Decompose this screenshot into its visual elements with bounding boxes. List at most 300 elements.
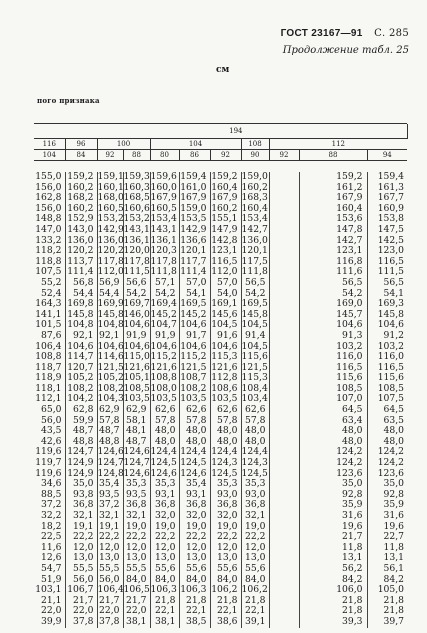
table-cell: 108,5 bbox=[299, 384, 367, 395]
table-cell bbox=[269, 257, 299, 268]
table-cell bbox=[269, 575, 299, 586]
table-cell: 117,8 bbox=[123, 255, 150, 267]
table-cell: 57,0 bbox=[179, 278, 210, 289]
table-cell: 153,5 bbox=[179, 214, 210, 225]
table-cell: 37,8 bbox=[97, 617, 123, 628]
table-cell: 113,7 bbox=[65, 257, 97, 268]
table-cell: 22,0 bbox=[65, 606, 97, 617]
table-cell: 93,0 bbox=[241, 490, 269, 501]
table-cell: 169,1 bbox=[210, 299, 241, 310]
table-cell: 37,2 bbox=[97, 500, 123, 511]
table-cell bbox=[269, 458, 299, 469]
table-cell: 152,9 bbox=[65, 214, 97, 225]
table-cell: 19,0 bbox=[210, 522, 241, 533]
subcol-header: 92 bbox=[97, 149, 123, 160]
table-cell: 63,4 bbox=[299, 416, 367, 427]
table-cell: 103,5 bbox=[123, 393, 150, 405]
table-cell: 124,8 bbox=[97, 467, 124, 479]
table-cell: 106,5 bbox=[123, 584, 150, 596]
table-cell: 124,6 bbox=[123, 467, 150, 479]
table-cell: 124,4 bbox=[179, 447, 210, 458]
table-cell: 160,1 bbox=[97, 181, 124, 193]
table-cell: 48,0 bbox=[241, 437, 269, 448]
group-header-116: 116 bbox=[34, 138, 65, 149]
table-cell: 55,6 bbox=[179, 564, 210, 575]
table-cell: 62,6 bbox=[241, 405, 269, 416]
table-cell bbox=[269, 564, 299, 575]
table-cell: 35,3 bbox=[241, 479, 269, 490]
subcol-header: 92 bbox=[210, 149, 241, 160]
table-cell: 64,5 bbox=[367, 405, 407, 416]
table-cell: 54,2 bbox=[241, 289, 269, 300]
table-cell: 169,7 bbox=[123, 298, 150, 310]
table-cell bbox=[269, 585, 299, 596]
table-row bbox=[34, 617, 407, 628]
table-cell: 143,0 bbox=[65, 225, 97, 236]
table-cell: 36,8 bbox=[65, 500, 97, 511]
table-cell: 13,0 bbox=[123, 553, 150, 564]
table-cell: 111,8 bbox=[241, 266, 268, 278]
table-cell: 147,0 bbox=[35, 223, 62, 235]
table-cell: 39,9 bbox=[41, 615, 62, 627]
table-cell: 32,1 bbox=[241, 511, 269, 522]
table-cell: 145,8 bbox=[241, 308, 268, 320]
table-cell: 159,1 bbox=[97, 171, 124, 182]
table-cell: 48,7 bbox=[65, 426, 97, 437]
table-cell: 48,7 bbox=[97, 426, 123, 437]
table-cell: 106,7 bbox=[65, 585, 97, 596]
table-cell: 32,0 bbox=[210, 511, 241, 522]
table-cell: 54,4 bbox=[97, 289, 123, 300]
table-cell: 37,2 bbox=[41, 499, 62, 511]
table-cell: 36,8 bbox=[179, 500, 210, 511]
table-cell: 57,8 bbox=[210, 416, 241, 427]
subcol-header: 92 bbox=[269, 149, 299, 160]
table-cell: 36,8 bbox=[241, 500, 269, 511]
table-cell: 167,7 bbox=[367, 193, 407, 204]
table-cell: 57,8 bbox=[150, 416, 179, 427]
table-cell: 159,4 bbox=[367, 172, 407, 183]
table-cell: 39,1 bbox=[241, 617, 269, 628]
table-cell: 12,0 bbox=[150, 543, 179, 554]
table-cell: 106,4 bbox=[35, 340, 62, 352]
table-cell: 48,0 bbox=[150, 426, 179, 437]
table-cell: 11,8 bbox=[367, 543, 407, 554]
table-cell: 145,7 bbox=[299, 310, 367, 321]
table-cell: 56,0 bbox=[65, 575, 97, 586]
table-cell: 111,8 bbox=[150, 267, 179, 278]
table-cell: 169,4 bbox=[150, 299, 179, 310]
table-cell: 159,2 bbox=[210, 172, 241, 183]
table-cell: 162,8 bbox=[35, 192, 62, 204]
table-cell: 93,5 bbox=[97, 490, 123, 501]
table-cell: 48,0 bbox=[179, 426, 210, 437]
table-cell: 63,5 bbox=[367, 416, 407, 427]
table-cell: 12,0 bbox=[241, 543, 269, 554]
table-cell: 35,3 bbox=[123, 479, 150, 490]
table-cell: 161,0 bbox=[179, 183, 210, 194]
table-cell: 160,4 bbox=[241, 202, 268, 214]
table-cell: 48,0 bbox=[241, 426, 269, 437]
table-cell: 104,6 bbox=[210, 342, 241, 353]
table-cell: 34,6 bbox=[41, 478, 62, 490]
table-cell: 160,4 bbox=[299, 204, 367, 215]
table-cell: 91,2 bbox=[367, 331, 407, 342]
table-cell: 124,4 bbox=[241, 446, 268, 458]
table-cell bbox=[269, 331, 299, 342]
table-cell: 19,0 bbox=[150, 522, 179, 533]
table-cell: 136,0 bbox=[241, 234, 268, 246]
group-header-112: 112 bbox=[269, 138, 407, 149]
table-cell: 55,5 bbox=[97, 564, 123, 575]
table-cell: 13,0 bbox=[179, 553, 210, 564]
table-cell: 92,8 bbox=[299, 490, 367, 501]
table-cell: 57,8 bbox=[97, 416, 123, 427]
table-cell: 160,2 bbox=[65, 183, 97, 194]
table-cell: 155,0 bbox=[35, 171, 62, 182]
table-cell: 48,0 bbox=[367, 437, 407, 448]
table-cell: 21,8 bbox=[179, 596, 210, 607]
table-cell bbox=[269, 373, 299, 384]
table-cell: 136,1 bbox=[123, 234, 150, 246]
table-cell: 36,8 bbox=[150, 500, 179, 511]
table-cell: 56,5 bbox=[241, 278, 269, 289]
table-cell bbox=[269, 299, 299, 310]
table-cell: 106,3 bbox=[150, 585, 179, 596]
table-cell: 64,5 bbox=[299, 405, 367, 416]
table-cell bbox=[269, 490, 299, 501]
table-cell: 118,2 bbox=[35, 245, 62, 257]
table-cell: 120,3 bbox=[150, 246, 179, 257]
group-header-100: 100 bbox=[97, 138, 150, 149]
table-cell: 43,5 bbox=[41, 425, 62, 437]
table-cell: 62,6 bbox=[210, 405, 241, 416]
table-cell: 91,7 bbox=[179, 331, 210, 342]
group-header-108: 108 bbox=[241, 138, 269, 149]
table-cell: 116,5 bbox=[367, 257, 407, 268]
table-cell: 160,3 bbox=[123, 181, 150, 193]
table-cell: 111,5 bbox=[367, 267, 407, 278]
table-cell: 103,4 bbox=[241, 393, 268, 405]
table-cell bbox=[269, 214, 299, 225]
table-cell: 62,6 bbox=[179, 405, 210, 416]
table-cell: 39,3 bbox=[299, 617, 367, 628]
table-cell: 32,0 bbox=[150, 511, 179, 522]
table-cell: 118,1 bbox=[35, 382, 62, 394]
table-cell: 35,9 bbox=[299, 500, 367, 511]
table-cell bbox=[269, 352, 299, 363]
table-cell bbox=[269, 479, 299, 490]
table-cell bbox=[269, 204, 299, 215]
table-cell: 159,0 bbox=[179, 204, 210, 215]
table-cell: 116,8 bbox=[299, 257, 367, 268]
table-row bbox=[34, 172, 407, 183]
table-cell: 120,0 bbox=[123, 245, 150, 257]
table-cell: 22,1 bbox=[241, 606, 269, 617]
table-cell bbox=[269, 437, 299, 448]
table-cell: 35,3 bbox=[210, 479, 241, 490]
table-cell: 55,5 bbox=[65, 564, 97, 575]
table-cell: 22,2 bbox=[210, 532, 241, 543]
table-cell: 104,3 bbox=[97, 393, 124, 405]
table-cell: 160,2 bbox=[241, 181, 268, 193]
table-cell: 21,8 bbox=[299, 596, 367, 607]
table-cell: 117,8 bbox=[97, 255, 124, 267]
table-cell: 57,8 bbox=[241, 416, 269, 427]
table-cell: 22,0 bbox=[41, 605, 62, 617]
table-cell: 19,0 bbox=[179, 522, 210, 533]
table-cell: 91,3 bbox=[299, 331, 367, 342]
table-cell: 104,7 bbox=[150, 320, 179, 331]
table-cell: 107,5 bbox=[35, 266, 62, 278]
table-cell bbox=[269, 384, 299, 395]
table-row bbox=[34, 278, 407, 289]
table-cell: 106,4 bbox=[97, 584, 124, 596]
table-cell: 124,6 bbox=[97, 446, 124, 458]
table-cell: 56,0 bbox=[41, 414, 62, 426]
table-cell: 119,7 bbox=[35, 457, 62, 469]
table-cell: 161,2 bbox=[299, 183, 367, 194]
table-cell: 48,8 bbox=[65, 437, 97, 448]
table-cell: 159,2 bbox=[65, 172, 97, 183]
table-cell: 133,2 bbox=[35, 234, 62, 246]
subcol-header: 84 bbox=[65, 149, 97, 160]
unit-label: см bbox=[216, 65, 230, 75]
table-cell: 19,0 bbox=[123, 522, 150, 533]
table-cell: 22,2 bbox=[97, 532, 123, 543]
table-cell: 58,1 bbox=[123, 416, 150, 427]
group-header-96: 96 bbox=[65, 138, 97, 149]
table-cell: 143,1 bbox=[150, 225, 179, 236]
table-cell: 22,1 bbox=[179, 606, 210, 617]
table-cell: 21,8 bbox=[150, 596, 179, 607]
table-cell: 22,2 bbox=[150, 532, 179, 543]
table-cell: 88,5 bbox=[41, 488, 62, 500]
table-cell: 12,0 bbox=[97, 543, 123, 554]
table-cell: 93,5 bbox=[123, 490, 150, 501]
table-cell: 11,8 bbox=[299, 543, 367, 554]
table-cell: 38,6 bbox=[210, 617, 241, 628]
table-cell: 93,1 bbox=[179, 490, 210, 501]
table-cell: 119,6 bbox=[35, 446, 62, 458]
table-cell: 116,5 bbox=[367, 363, 407, 374]
table-cell: 59,9 bbox=[65, 416, 97, 427]
table-cell bbox=[269, 236, 299, 247]
table-cell: 91,6 bbox=[210, 331, 241, 342]
table-cell: 84,0 bbox=[210, 575, 241, 586]
table-cell: 124,9 bbox=[65, 469, 97, 480]
table-cell: 62,6 bbox=[150, 405, 179, 416]
table-cell: 92,1 bbox=[97, 331, 123, 342]
table-cell: 168,5 bbox=[123, 192, 150, 204]
table-cell: 22,2 bbox=[179, 532, 210, 543]
table-cell: 22,1 bbox=[150, 606, 179, 617]
table-cell: 55,5 bbox=[123, 564, 150, 575]
table-cell: 159,3 bbox=[123, 171, 150, 182]
page-number: С. 285 bbox=[374, 28, 409, 39]
table-cell: 107,0 bbox=[299, 394, 367, 405]
table-cell: 153,4 bbox=[150, 214, 179, 225]
page-header bbox=[281, 28, 409, 39]
table-cell: 169,5 bbox=[179, 299, 210, 310]
table-continuation-label: Продолжение табл. 25 bbox=[282, 45, 409, 56]
table-cell: 106,3 bbox=[179, 585, 210, 596]
table-cell: 103,5 bbox=[150, 394, 179, 405]
table-cell: 124,5 bbox=[241, 467, 268, 479]
subcolumn-header-row bbox=[34, 149, 407, 160]
table-row bbox=[34, 564, 407, 575]
table-cell bbox=[269, 267, 299, 278]
table-cell: 56,6 bbox=[123, 278, 150, 289]
table-cell: 124,3 bbox=[241, 457, 268, 469]
table-cell: 124,6 bbox=[179, 469, 210, 480]
table-cell bbox=[269, 183, 299, 194]
table-cell: 84,2 bbox=[367, 575, 407, 586]
table-cell: 55,6 bbox=[241, 564, 269, 575]
table-cell: 54,0 bbox=[210, 289, 241, 300]
table-cell: 104,5 bbox=[241, 319, 268, 331]
table-cell: 48,7 bbox=[123, 437, 150, 448]
table-cell: 145,2 bbox=[179, 310, 210, 321]
table-cell: 167,9 bbox=[210, 193, 241, 204]
table-cell: 124,7 bbox=[97, 457, 124, 469]
table-row bbox=[34, 225, 407, 236]
subcol-header: 94 bbox=[367, 149, 407, 160]
table-cell bbox=[269, 246, 299, 257]
table-cell: 117,7 bbox=[179, 257, 210, 268]
table-cell: 39,7 bbox=[367, 617, 407, 628]
table-cell: 18,2 bbox=[41, 520, 62, 532]
table-cell: 13,1 bbox=[367, 553, 407, 564]
subcol-header: 80 bbox=[150, 149, 179, 160]
table-cell: 13,0 bbox=[65, 553, 97, 564]
table-cell: 124,2 bbox=[299, 458, 367, 469]
table-cell: 48,0 bbox=[299, 426, 367, 437]
table-cell: 21,8 bbox=[210, 596, 241, 607]
table-cell: 93,8 bbox=[65, 490, 97, 501]
table-cell bbox=[269, 193, 299, 204]
table-cell: 123,6 bbox=[367, 469, 407, 480]
table-cell: 147,9 bbox=[210, 225, 241, 236]
table-cell: 112,8 bbox=[210, 373, 241, 384]
table-cell: 115,6 bbox=[241, 351, 268, 363]
table-cell bbox=[269, 278, 299, 289]
table-cell: 120,7 bbox=[65, 363, 97, 374]
table-cell: 35,9 bbox=[367, 500, 407, 511]
table-cell: 153,6 bbox=[299, 214, 367, 225]
table-cell: 108,2 bbox=[65, 384, 97, 395]
table-cell: 48,0 bbox=[210, 426, 241, 437]
table-cell: 12,0 bbox=[123, 543, 150, 554]
table-cell: 54,2 bbox=[123, 289, 150, 300]
table-cell: 32,1 bbox=[123, 511, 150, 522]
data-rows bbox=[34, 172, 407, 628]
table-cell bbox=[269, 342, 299, 353]
table-cell: 62,9 bbox=[97, 405, 123, 416]
table-cell: 164,3 bbox=[35, 298, 62, 310]
table-cell: 115,2 bbox=[179, 352, 210, 363]
table-cell: 22,0 bbox=[123, 606, 150, 617]
table-cell: 103,5 bbox=[179, 394, 210, 405]
table-cell: 147,5 bbox=[367, 225, 407, 236]
table-cell: 153,4 bbox=[241, 213, 268, 225]
table-cell bbox=[269, 310, 299, 321]
subcol-header: 88 bbox=[299, 149, 367, 160]
table-cell: 84,0 bbox=[150, 575, 179, 586]
table-cell: 22,2 bbox=[241, 532, 269, 543]
table-cell: 31,6 bbox=[367, 511, 407, 522]
table-cell: 115,3 bbox=[210, 352, 241, 363]
table-cell: 124,2 bbox=[367, 447, 407, 458]
table-cell: 159,0 bbox=[241, 171, 268, 182]
table-cell: 115,0 bbox=[123, 351, 150, 363]
table-cell: 169,5 bbox=[241, 298, 268, 310]
table-cell: 21,8 bbox=[367, 606, 407, 617]
table-cell: 19,1 bbox=[97, 522, 123, 533]
table-cell: 13,0 bbox=[210, 553, 241, 564]
table-cell: 169,9 bbox=[97, 298, 124, 310]
table-cell: 91,9 bbox=[150, 331, 179, 342]
table-cell: 153,2 bbox=[123, 213, 150, 225]
table-cell: 104,6 bbox=[179, 320, 210, 331]
table-cell: 35,4 bbox=[179, 479, 210, 490]
table-cell: 37,8 bbox=[65, 617, 97, 628]
table-cell: 21,8 bbox=[367, 596, 407, 607]
table-cell: 115,6 bbox=[299, 373, 367, 384]
table-cell: 124,7 bbox=[123, 457, 150, 469]
table-cell: 111,5 bbox=[123, 266, 150, 278]
table-cell: 56,1 bbox=[367, 564, 407, 575]
table-cell: 48,1 bbox=[123, 426, 150, 437]
table-cell: 103,5 bbox=[210, 394, 241, 405]
top-group-header: 194 bbox=[65, 124, 407, 138]
table-cell: 48,0 bbox=[150, 437, 179, 448]
table-cell: 120,2 bbox=[65, 246, 97, 257]
table-cell: 35,0 bbox=[65, 479, 97, 490]
table-cell: 124,6 bbox=[150, 469, 179, 480]
table-cell: 35,0 bbox=[299, 479, 367, 490]
table-cell: 56,5 bbox=[367, 278, 407, 289]
table-cell: 120,2 bbox=[97, 245, 124, 257]
table-cell: 22,7 bbox=[367, 532, 407, 543]
table-cell: 21,7 bbox=[65, 596, 97, 607]
table-cell: 12,6 bbox=[41, 552, 62, 564]
table-cell: 32,1 bbox=[97, 511, 123, 522]
table-cell: 123,1 bbox=[210, 246, 241, 257]
table-cell: 167,9 bbox=[150, 193, 179, 204]
table-cell: 108,5 bbox=[123, 382, 150, 394]
table-cell: 142,9 bbox=[179, 225, 210, 236]
table-cell: 13,1 bbox=[299, 553, 367, 564]
table-cell: 101,5 bbox=[35, 319, 62, 331]
table-cell: 38,1 bbox=[150, 617, 179, 628]
table-cell: 21,7 bbox=[299, 532, 367, 543]
table-cell: 145,8 bbox=[97, 308, 124, 320]
table-cell: 118,8 bbox=[35, 255, 62, 267]
table-cell: 142,5 bbox=[367, 236, 407, 247]
table-cell: 104,6 bbox=[150, 342, 179, 353]
table-cell bbox=[269, 511, 299, 522]
table-cell: 114,7 bbox=[65, 352, 97, 363]
table-cell: 104,6 bbox=[299, 320, 367, 331]
table-cell: 124,7 bbox=[65, 447, 97, 458]
table-cell: 57,0 bbox=[210, 278, 241, 289]
table-cell: 123,0 bbox=[367, 246, 407, 257]
table-cell: 124,4 bbox=[150, 447, 179, 458]
table-header bbox=[34, 124, 408, 161]
table-cell: 118,9 bbox=[35, 372, 62, 384]
table-cell: 106,0 bbox=[299, 585, 367, 596]
